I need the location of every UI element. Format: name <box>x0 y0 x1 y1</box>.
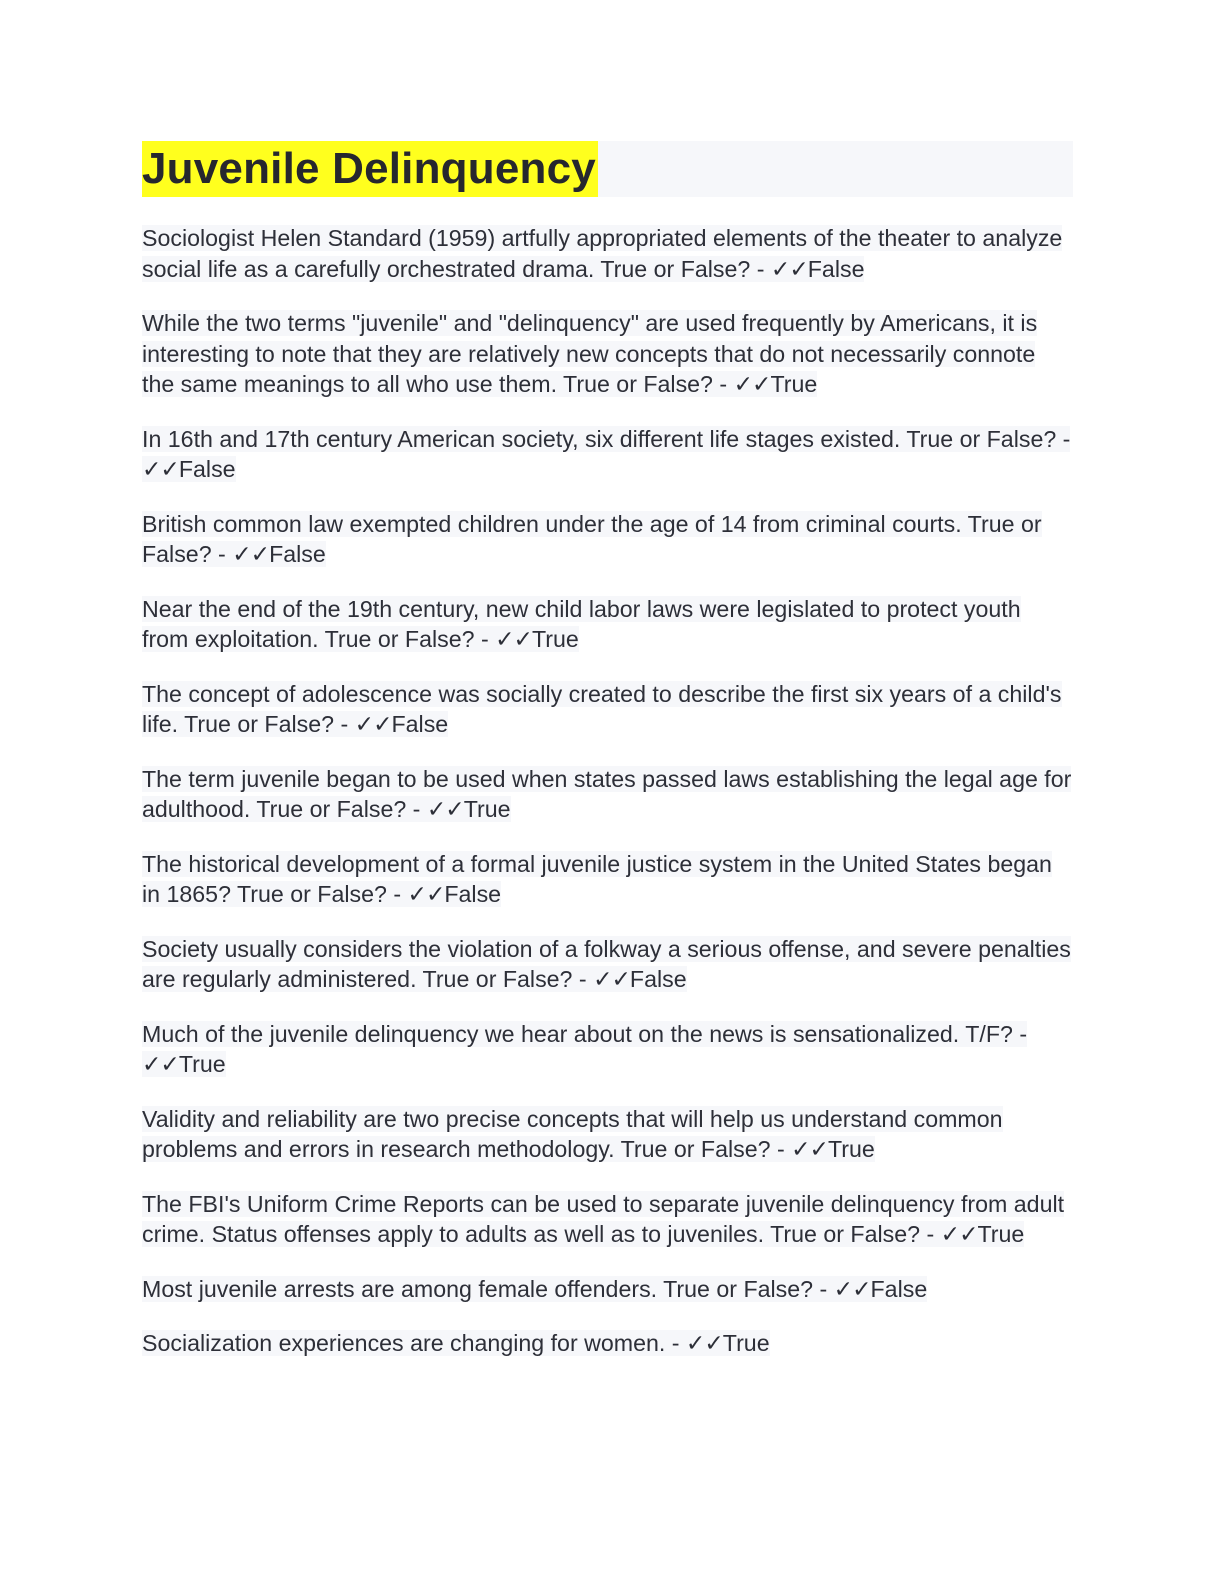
answer-text: True <box>722 1330 770 1356</box>
check-icon: ✓✓ <box>593 966 630 992</box>
question-text-block <box>142 1106 1003 1163</box>
question-item <box>142 308 1073 400</box>
check-icon: ✓✓ <box>791 1136 828 1162</box>
question-item <box>142 764 1073 825</box>
question-text-block <box>142 1276 927 1302</box>
answer-text: False <box>870 1275 928 1302</box>
question-item <box>142 1274 1073 1305</box>
question-item <box>142 1019 1073 1080</box>
check-icon: ✓✓ <box>685 1330 723 1356</box>
question-item <box>142 424 1073 485</box>
question-text: The historical development of a formal juvenile justice system in the United States began in 1865? True or False? - <box>142 850 1052 907</box>
question-text: In 16th and 17th century American society, six different life stages existed. True or False? - <box>142 425 1071 452</box>
check-icon: ✓✓ <box>833 1275 871 1302</box>
answer-text: True <box>463 796 511 822</box>
question-text-block <box>142 681 1062 738</box>
question-text-block <box>142 1330 770 1356</box>
check-icon: ✓✓ <box>142 456 179 482</box>
question-text-block <box>142 511 1042 568</box>
question-text: The FBI's Uniform Crime Reports can be used to separate juvenile delinquency from adult crime. Status offenses apply to adults as well as to juveniles. True or False? - <box>142 1190 1065 1247</box>
question-item <box>142 1189 1073 1250</box>
question-text-block <box>142 1191 1064 1248</box>
answer-text: True <box>977 1221 1025 1247</box>
answer-text: False <box>444 881 502 907</box>
question-item <box>142 1328 1073 1359</box>
check-icon: ✓✓ <box>495 626 532 652</box>
document-title: Juvenile Delinquency <box>142 141 598 197</box>
question-text-block <box>142 851 1052 908</box>
question-text: Socialization experiences are changing for women. - <box>142 1330 686 1356</box>
answer-text: True <box>770 371 818 397</box>
question-text: Near the end of the 19th century, new child labor laws were legislated to protect youth from exploitation. True or False? - <box>142 595 1021 652</box>
question-text: Most juvenile arrests are among female offenders. True or False? - <box>142 1275 834 1302</box>
question-text-block <box>142 426 1070 483</box>
question-item <box>142 1104 1073 1165</box>
question-text: Society usually considers the violation of a folkway a serious offense, and severe penalties are regularly administered. True or False? - <box>142 935 1071 992</box>
answer-text: False <box>178 456 236 482</box>
question-text-block <box>142 936 1071 993</box>
check-icon: ✓✓ <box>407 881 445 907</box>
check-icon: ✓✓ <box>733 371 771 397</box>
question-text: British common law exempted children under the age of 14 from criminal courts. True or False? - <box>142 510 1042 567</box>
check-icon: ✓✓ <box>142 1051 179 1077</box>
question-text-block <box>142 310 1037 397</box>
question-item <box>142 594 1073 655</box>
answer-text: False <box>391 711 449 737</box>
title-row <box>142 141 1073 197</box>
answer-text: False <box>807 255 865 282</box>
check-icon: ✓✓ <box>354 711 392 737</box>
question-list <box>142 223 1073 1359</box>
question-item <box>142 679 1073 740</box>
question-text-block <box>142 1021 1027 1078</box>
question-text: Much of the juvenile delinquency we hear about on the news is sensationalized. T/F? - <box>142 1020 1028 1047</box>
answer-text: False <box>269 541 326 567</box>
question-text-block <box>142 766 1071 823</box>
question-item <box>142 223 1073 284</box>
check-icon: ✓✓ <box>426 796 464 822</box>
question-text: The concept of adolescence was socially created to describe the first six years of a child's life. True or False? - <box>142 680 1062 737</box>
check-icon: ✓✓ <box>770 255 808 282</box>
question-item <box>142 934 1073 995</box>
question-item <box>142 509 1073 570</box>
document-page <box>142 141 1073 1383</box>
question-text: The term juvenile began to be used when states passed laws establishing the legal age for adulthood. True or False? - <box>142 765 1072 822</box>
answer-text: True <box>178 1051 226 1077</box>
question-text: Sociologist Helen Standard (1959) artfully appropriated elements of the theater to analyze social life as a carefully orchestrated drama. True or False? - <box>142 225 1063 282</box>
question-item <box>142 849 1073 910</box>
question-text: Validity and reliability are two precise concepts that will help us understand common problems and errors in research methodology. True or False? - <box>142 1105 1003 1162</box>
check-icon: ✓✓ <box>232 541 270 567</box>
question-text: While the two terms "juvenile" and "delinquency" are used frequently by Americans, it is interesting to note that they are relatively new concepts that do not necessarily connote the same meanings to all who use them. True or False? - <box>142 310 1038 397</box>
check-icon: ✓✓ <box>940 1221 978 1247</box>
answer-text: False <box>629 966 687 992</box>
answer-text: True <box>827 1136 875 1162</box>
answer-text: True <box>531 626 579 652</box>
question-text-block <box>142 596 1021 653</box>
question-text-block <box>142 225 1062 282</box>
